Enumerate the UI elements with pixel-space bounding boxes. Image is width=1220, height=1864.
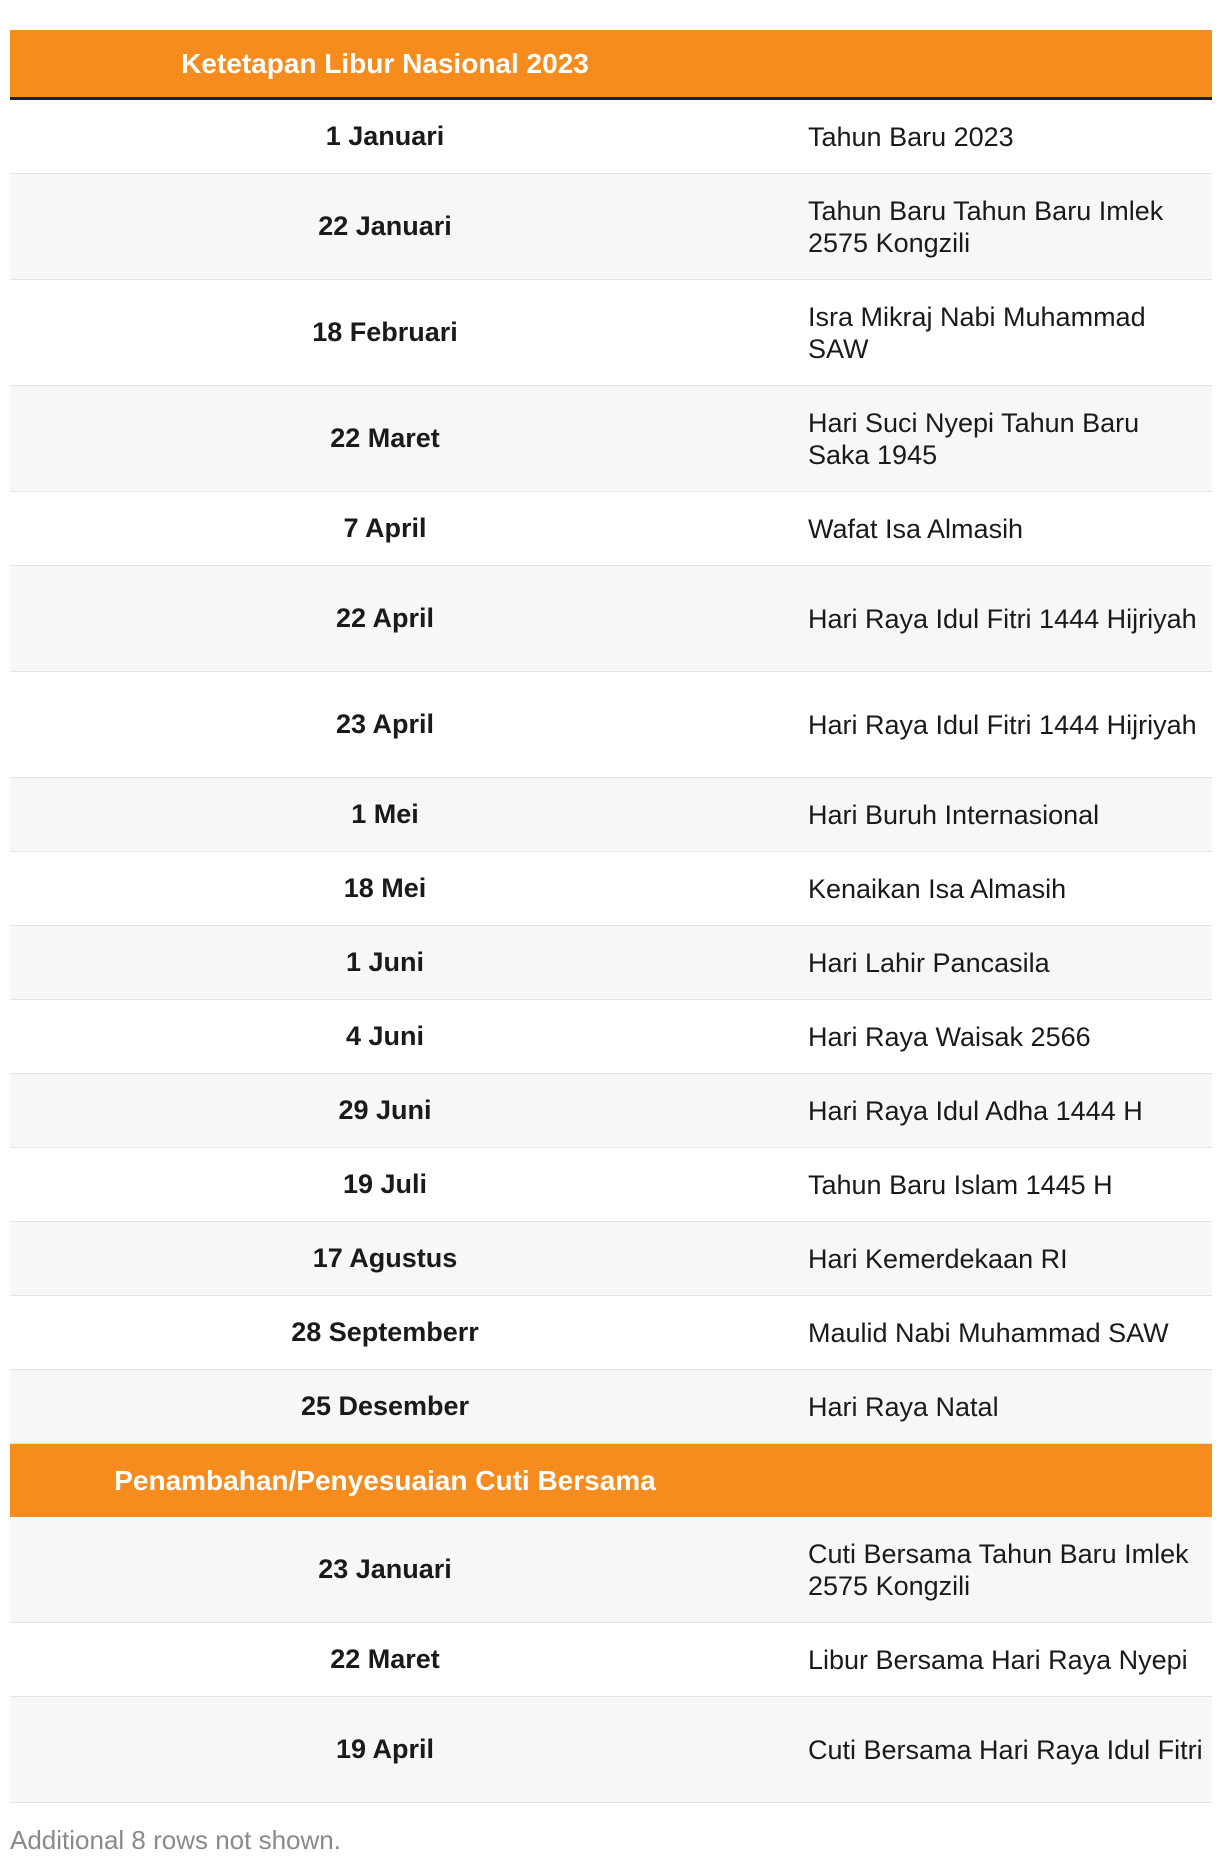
section-title: Ketetapan Libur Nasional 2023 — [181, 47, 589, 79]
description-cell: Tahun Baru Tahun Baru Imlek 2575 Kongzili — [808, 195, 1164, 258]
date-cell: 7 April — [343, 513, 427, 543]
description-cell: Cuti Bersama Tahun Baru Imlek 2575 Kongzili — [808, 1538, 1189, 1601]
description-cell: Hari Raya Idul Adha 1444 H — [808, 1095, 1143, 1126]
date-cell: 22 Maret — [330, 1644, 440, 1674]
table-row — [10, 174, 1212, 280]
holiday-table — [10, 30, 1212, 1803]
section-title: Penambahan/Penyesuaian Cuti Bersama — [114, 1464, 656, 1496]
date-cell: 22 April — [335, 603, 435, 633]
description-cell: Isra Mikraj Nabi Muhammad SAW — [808, 301, 1146, 364]
table-row — [10, 778, 1212, 852]
description-cell: Kenaikan Isa Almasih — [808, 873, 1067, 904]
table-row — [10, 1517, 1212, 1623]
table-row — [10, 1148, 1212, 1222]
date-cell: 19 April — [335, 1734, 435, 1764]
table-row — [10, 1296, 1212, 1370]
table-row — [10, 1222, 1212, 1296]
date-cell: 4 Juni — [345, 1021, 425, 1051]
description-cell: Hari Raya Natal — [808, 1391, 999, 1422]
table-row — [10, 1370, 1212, 1444]
table-row — [10, 1000, 1212, 1074]
description-cell: Wafat Isa Almasih — [808, 513, 1024, 544]
description-cell: Hari Raya Idul Fitri 1444 Hijriyah — [808, 709, 1197, 740]
table-row — [10, 100, 1212, 174]
table-row — [10, 852, 1212, 926]
date-cell: 18 Mei — [343, 873, 427, 903]
description-cell: Hari Raya Waisak 2566 — [808, 1021, 1091, 1052]
date-cell: 17 Agustus — [312, 1243, 458, 1273]
table-row — [10, 280, 1212, 386]
description-cell: Hari Raya Idul Fitri 1444 Hijriyah — [808, 603, 1197, 634]
description-cell: Cuti Bersama Hari Raya Idul Fitri — [808, 1734, 1203, 1765]
description-cell: Tahun Baru Islam 1445 H — [808, 1169, 1113, 1200]
table-row — [10, 672, 1212, 778]
section-header-national-holidays — [10, 30, 1212, 100]
table-row — [10, 492, 1212, 566]
description-cell: Hari Buruh Internasional — [808, 799, 1100, 830]
description-cell: Libur Bersama Hari Raya Nyepi — [808, 1644, 1188, 1675]
date-cell: 1 Juni — [345, 947, 425, 977]
date-cell: 1 Mei — [351, 799, 419, 829]
table-row — [10, 1074, 1212, 1148]
table-row — [10, 1623, 1212, 1697]
rows-hidden-note: Additional 8 rows not shown. — [10, 1825, 341, 1855]
date-cell: 18 Februari — [312, 317, 458, 347]
date-cell: 22 Januari — [318, 211, 452, 241]
description-cell: Maulid Nabi Muhammad SAW — [808, 1317, 1169, 1348]
section-header-joint-leave — [10, 1444, 1212, 1517]
date-cell: 22 Maret — [330, 423, 440, 453]
table-row — [10, 566, 1212, 672]
date-cell: 23 Januari — [318, 1554, 452, 1584]
date-cell: 29 Juni — [338, 1095, 432, 1125]
table-row — [10, 386, 1212, 492]
description-cell: Tahun Baru 2023 — [808, 121, 1014, 152]
table-row — [10, 926, 1212, 1000]
table-row — [10, 1697, 1212, 1803]
date-cell: 19 Juli — [342, 1169, 428, 1199]
description-cell: Hari Lahir Pancasila — [808, 947, 1050, 978]
description-cell: Hari Kemerdekaan RI — [808, 1243, 1068, 1274]
date-cell: 28 Septemberr — [291, 1317, 479, 1347]
date-cell: 1 Januari — [325, 121, 445, 151]
date-cell: 25 Desember — [300, 1391, 470, 1421]
date-cell: 23 April — [335, 709, 435, 739]
description-cell: Hari Suci Nyepi Tahun Baru Saka 1945 — [808, 407, 1140, 470]
